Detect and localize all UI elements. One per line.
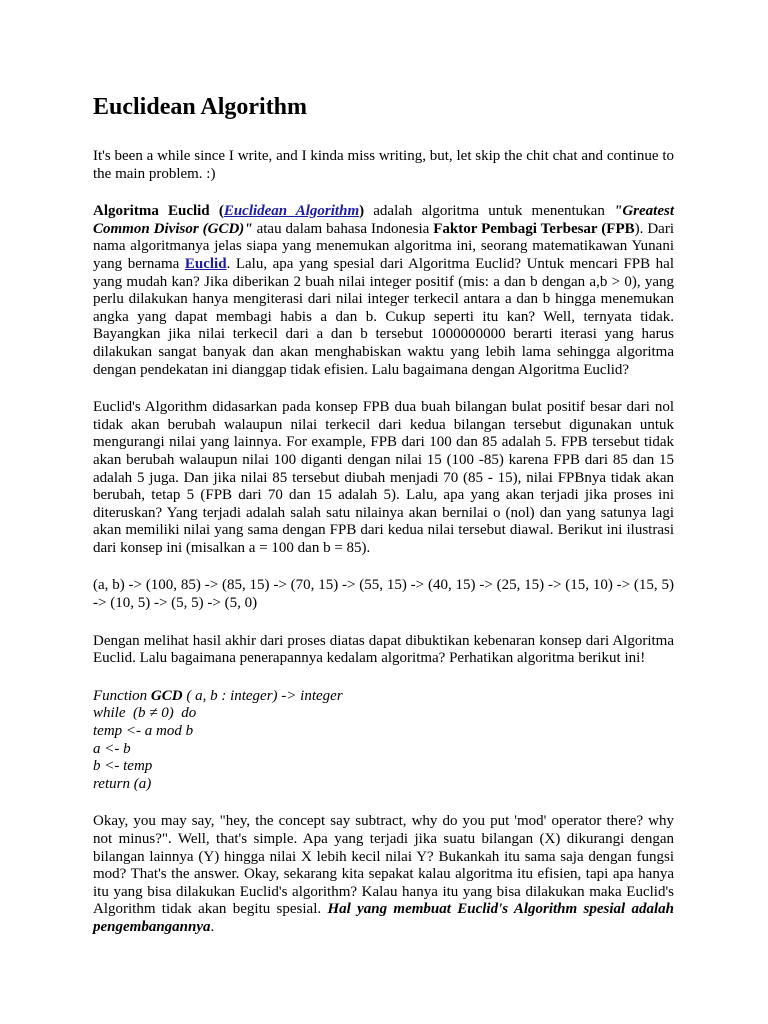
code-function-signature: ( a, b : integer) -> integer bbox=[182, 687, 343, 704]
term-algoritma-euclid: Algoritma Euclid bbox=[93, 203, 210, 220]
code-function-name: GCD bbox=[150, 687, 183, 704]
definition-text-2: atau dalam bahasa Indonesia bbox=[252, 220, 434, 237]
explanation-paragraph bbox=[93, 813, 674, 936]
application-paragraph: Dengan melihat hasil akhir dari proses diatas dapat dibuktikan kebenaran konsep dari Algoritma Euclid. Lalu bagaimana penerapannya kedalam algoritma? Perhatikan algoritma berikut ini! bbox=[93, 632, 674, 667]
code-line-function bbox=[93, 688, 674, 706]
euclid-link[interactable]: Euclid bbox=[184, 255, 227, 272]
code-line-while: while (b ≠ 0) do bbox=[93, 705, 197, 722]
code-function-keyword: Function bbox=[93, 687, 151, 704]
gcd-term: "Greatest Common Divisor (GCD)" bbox=[93, 203, 674, 237]
emphasis-text: Hal yang membuat Euclid's Algorithm spesial adalah pengembangannya bbox=[93, 901, 674, 935]
algorithm-definition-paragraph bbox=[93, 203, 674, 379]
close-paren: ) bbox=[359, 203, 365, 220]
definition-text-1: adalah algoritma untuk menentukan bbox=[364, 203, 614, 220]
code-line-temp: temp <- a mod b bbox=[93, 723, 194, 740]
page-title: Euclidean Algorithm bbox=[93, 94, 308, 120]
definition-text-3: ). Dari nama algoritmanya jelas siapa yang menemukan algoritma ini, seorang matematikawan Yunani yang bernama bbox=[93, 220, 674, 272]
code-line-assign-a: a <- b bbox=[93, 740, 131, 757]
sequence-paragraph: (a, b) -> (100, 85) -> (85, 15) -> (70, 15) -> (55, 15) -> (40, 15) -> (25, 15) -> (15, 10) -> (15, 5) -> (10, 5) -> (5, 5) -> (5, 0) bbox=[93, 577, 674, 612]
definition-text-4: . Lalu, apa yang spesial dari Algoritma Euclid? Untuk mencari FPB hal yang mudah kan? Jika diberikan 2 buah nilai integer positif (mis: a dan b dengan a,b > 0), yang perlu dilakukan hanya mengiterasi dari nilai integer terkecil antara a dan b hingga menemukan angka yang dapat membagi habis a dan b. Cukup seperti itu kan? Well, ternyata tidak. Bayangkan jika nilai terkecil dari a dan b tersebut 1000000000 berarti iterasi yang harus dilakukan sangat banyak dan akan menghabiskan waktu yang lebih lama sehingga algoritma dengan pendekatan ini dianggap tidak efisien. Lalu bagaimana dengan Algoritma Euclid? bbox=[93, 255, 674, 378]
explanation-end: . bbox=[210, 918, 215, 935]
pseudocode-block bbox=[93, 688, 674, 794]
fpb-term: Faktor Pembagi Terbesar (FPB bbox=[433, 220, 635, 237]
open-paren: ( bbox=[209, 203, 224, 220]
explanation-text: Okay, you may say, "hey, the concept say subtract, why do you put 'mod' operator there? why not minus?". Well, that's simple. Apa yang terjadi jika suatu bilangan (X) dikurangi dengan bilangan lainnya (Y) hingga nilai X lebih kecil nilai Y? Bukankah itu sama saja dengan fungsi mod? That's the answer. Okay, sekarang kita sepakat kalau algoritma itu efisien, tapi apa hanya itu yang bisa dilakukan Euclid's algorithm? Kalau hanya itu yang bisa dilakukan maka Euclid's Algorithm tidak akan begitu spesial. bbox=[93, 813, 674, 918]
code-line-return: return (a) bbox=[93, 775, 152, 792]
euclidean-algorithm-link[interactable]: Euclidean Algorithm bbox=[223, 203, 360, 220]
intro-paragraph: It's been a while since I write, and I kinda miss writing, but, let skip the chit chat and continue to the main problem. :) bbox=[93, 148, 674, 182]
code-line-assign-b: b <- temp bbox=[93, 758, 153, 775]
concept-paragraph: Euclid's Algorithm didasarkan pada konsep FPB dua buah bilangan bulat positif besar dari nol tidak akan berubah walaupun nilai terkecil dari kedua bilangan tersebut digunakan untuk mengurangi nilai yang lainnya. For example, FPB dari 100 dan 85 adalah 5. FPB tersebut tidak akan berubah walaupun nilai 100 diganti dengan nilai 15 (100 -85) karena FPB dari 85 dan 15 adalah 5 juga. Dan jika nilai 85 tersebut diubah menjadi 70 (85 - 15), nilai FPBnya tidak akan berubah, tetap 5 (FPB dari 70 dan 15 adalah 5). Lalu, apa yang akan terjadi jika proses ini diteruskan? Yang terjadi adalah salah satu nilainya akan bernilai o (nol) dan yang satunya lagi akan memiliki nilai yang sama dengan FPB dari kedua nilai tersebut diawal. Berikut ini ilustrasi dari konsep ini (misalkan a = 100 dan b = 85). bbox=[93, 399, 674, 556]
